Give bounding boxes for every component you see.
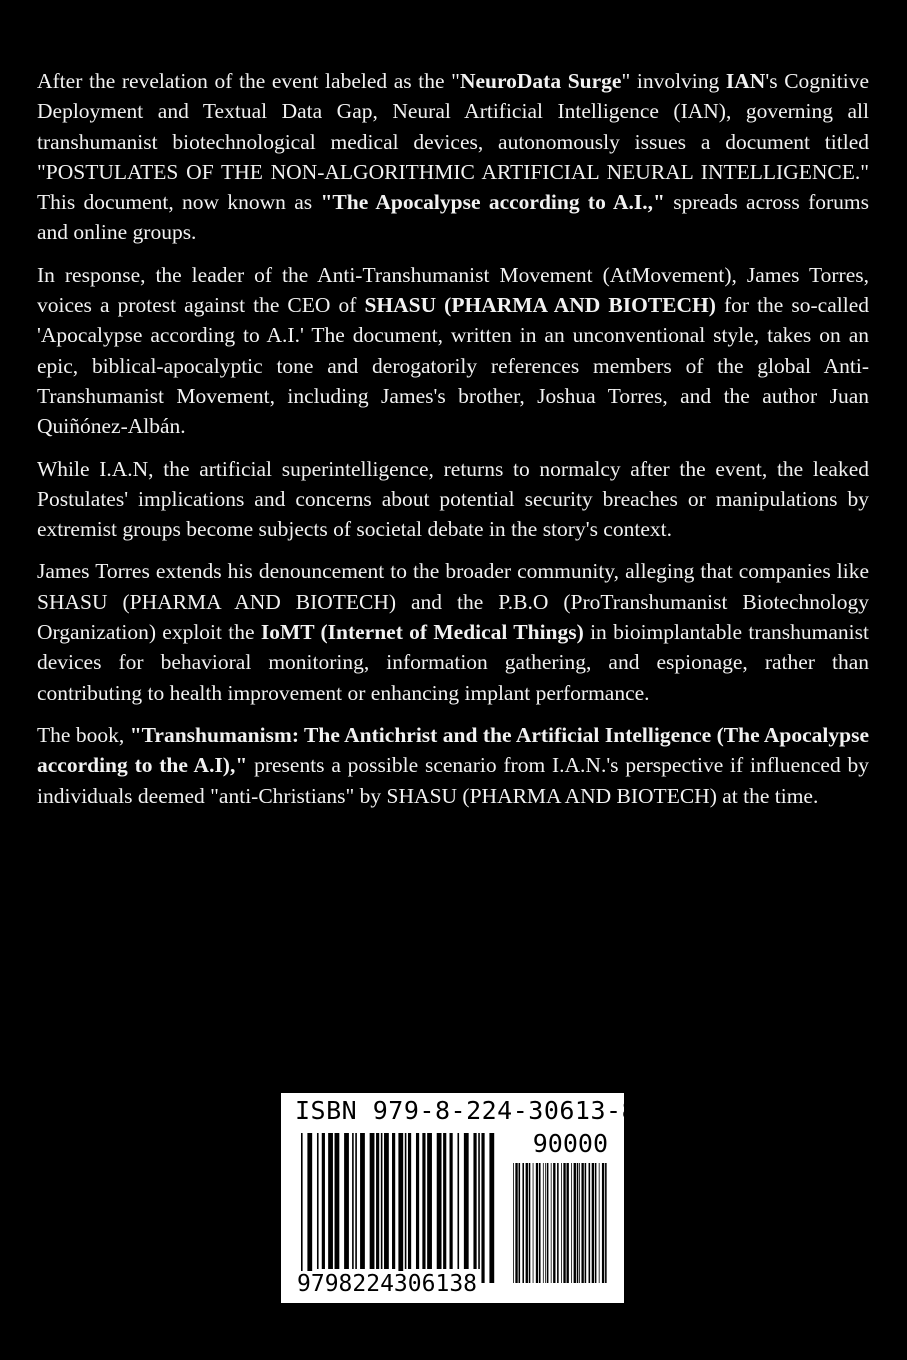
barcode-bar [585, 1163, 587, 1283]
barcode-bar [405, 1133, 407, 1269]
barcode-bar [301, 1133, 303, 1283]
text-run: " involving [621, 69, 726, 93]
addon-barcode-bars [513, 1163, 609, 1283]
barcode-bar [545, 1163, 546, 1283]
barcode-bar [307, 1133, 312, 1283]
barcode-bar [579, 1163, 580, 1283]
bold-phrase: "Transhumanism: The Antichrist and the Artificial Intelligence (The Apocalypse according to the A.I)," [37, 722, 869, 778]
barcode-bar [536, 1163, 538, 1283]
barcode-bar [360, 1133, 365, 1269]
barcode-bar [605, 1163, 607, 1283]
barcode-bar [526, 1163, 528, 1283]
text-run: 's Cognitive Deployment and Textual Data Gap, Neural Artificial Intelligence (IAN), governing all transhumanist biotechnological medical devices, autonomously issues a document titled "POSTULATES OF THE NON-ALGORITHMIC ARTIFICIAL NEURAL INTELLIGENCE." This document, now known as [37, 69, 869, 215]
barcode-bar [595, 1163, 597, 1283]
barcode-bar [450, 1133, 453, 1269]
barcode-bar [522, 1163, 524, 1283]
barcode-bar [547, 1163, 549, 1283]
barcode-bar [355, 1133, 357, 1269]
bold-phrase: SHASU (PHARMA AND BIOTECH) [364, 293, 716, 318]
barcode-bar [513, 1163, 514, 1283]
ean-barcode-bars [301, 1133, 499, 1283]
barcode-bar [344, 1133, 349, 1269]
blurb-paragraph-1 [37, 66, 869, 248]
text-run: for the so-called 'Apocalypse according to A.I.' The document, written in an unconventional style, takes on an epic, biblical-apocalyptic tone and derogatorily references members of the global Anti-Transhumanist Movement, including James's brother, Joshua Torres, and the author Juan Quiñónez-Albán. [37, 293, 870, 439]
barcode-bar [563, 1163, 565, 1283]
barcode-bar [335, 1133, 340, 1269]
barcode-bar [416, 1133, 419, 1269]
bold-phrase: "The Apocalypse according to A.I.," [320, 190, 665, 215]
barcode-bar [581, 1163, 583, 1283]
bold-phrase: NeuroData Surge [459, 69, 622, 93]
barcode-bar [384, 1133, 389, 1269]
barcode-bar [529, 1163, 531, 1283]
text-run: The book, [37, 722, 130, 747]
text-run: spreads across forums and online groups. [37, 190, 870, 245]
barcode-bar [422, 1133, 425, 1269]
bold-phrase: IoMT (Internet of Medical Things) [260, 620, 584, 645]
barcode-bar [489, 1133, 494, 1283]
barcode-bar [567, 1163, 569, 1283]
barcode-bar [589, 1163, 591, 1283]
barcode-bar [473, 1133, 476, 1269]
barcode-bar [574, 1163, 576, 1283]
ean-digits: 9798224306138 [297, 1271, 478, 1297]
barcode-bar [551, 1163, 552, 1283]
barcode-bar [478, 1133, 480, 1269]
barcode-bar [352, 1133, 354, 1269]
barcode-bar [427, 1133, 432, 1269]
barcode-bar [543, 1163, 544, 1283]
barcode-bar [317, 1133, 319, 1269]
text-run: James Torres extends his denouncement to the broader community, alleging that companies like SHASU (PHARMA AND BIOTECH) and the P.B.O (ProTranshumanist Biotechnology Organization) exploit the [37, 559, 869, 645]
barcode-bar [398, 1133, 403, 1283]
barcode-bar [519, 1163, 521, 1283]
blurb-paragraph-5 [37, 720, 869, 811]
text-run: While I.A.N, the artificial superintelligence, returns to normalcy after the event, the leaked Postulates' implications and concerns about potential security breaches or manipulations by extremist groups become subjects of societal debate in the story's context. [37, 456, 869, 542]
text-run: presents a possible scenario from I.A.N.'s perspective if influenced by individuals deemed "anti-Christians" by SHASU (PHARMA AND BIOTECH) at the time. [37, 753, 870, 808]
barcode-bar [599, 1163, 600, 1283]
barcode-bar [602, 1163, 604, 1283]
barcode-bar [381, 1133, 383, 1269]
blurb-paragraph-3 [37, 454, 869, 545]
barcode-bar [392, 1133, 395, 1269]
price-code: 90000 [532, 1129, 608, 1158]
barcode-bar [370, 1133, 375, 1269]
blurb-paragraph-4 [37, 556, 869, 707]
barcode-bar [322, 1133, 325, 1269]
text-run: in bioimplantable transhumanist devices for behavioral monitoring, information gathering, and espionage, rather than contributing to health improvement or enhancing implant performance. [37, 620, 869, 705]
barcode-bar [577, 1163, 579, 1283]
barcode-bar [376, 1133, 379, 1269]
barcode-bar [443, 1133, 446, 1269]
isbn-label: ISBN 979-8-224-30613-8 [295, 1096, 638, 1125]
barcode-bar [571, 1163, 572, 1283]
barcode-bar [328, 1133, 333, 1269]
barcode-bar [533, 1163, 534, 1283]
blurb-text [37, 66, 869, 823]
barcode-bar [457, 1133, 459, 1269]
barcode-bar [557, 1163, 559, 1283]
blurb-paragraph-2 [37, 260, 869, 442]
text-run: In response, the leader of the Anti-Transhumanist Movement (AtMovement), James Torres, voices a protest against the CEO of [37, 262, 869, 318]
bold-phrase: IAN [725, 69, 766, 93]
text-run: After the revelation of the event labeled as the " [37, 69, 460, 93]
barcode-bar [561, 1163, 562, 1283]
barcode-bar [464, 1133, 469, 1269]
barcode-bar [437, 1133, 442, 1269]
barcode-bar [515, 1163, 517, 1283]
isbn-barcode [281, 1093, 638, 1303]
barcode-bar [481, 1133, 484, 1283]
barcode-bar [539, 1163, 541, 1283]
barcode-bar [592, 1163, 594, 1283]
barcode-bar [408, 1133, 411, 1269]
barcode-bar [553, 1163, 555, 1283]
